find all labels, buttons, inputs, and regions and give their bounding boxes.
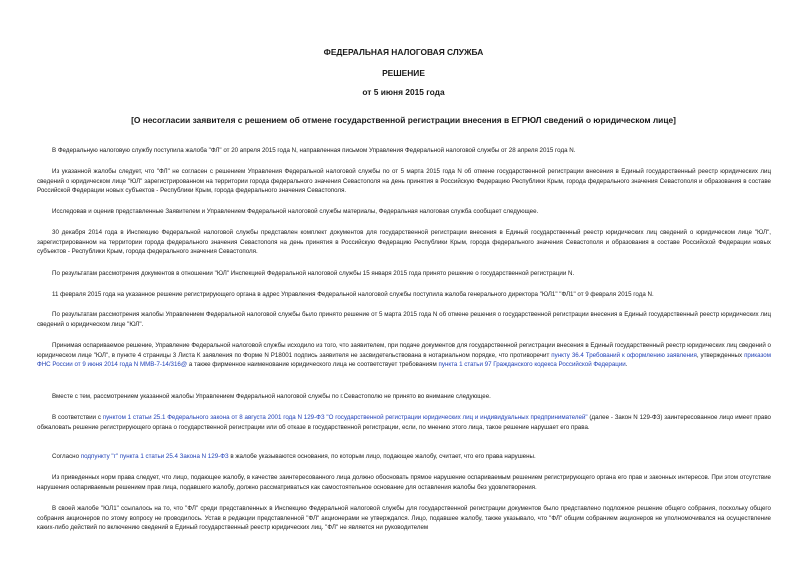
paragraph-2: Из указанной жалобы следует, что "ФЛ" не согласен с решением Управления Федеральной налоговой службы по от 5 марта 2015 года N об отмене государственной регистрации внесения в Единый государственный реестр юридических лиц сведений о юридическом лице "ЮЛ" зарегистрированном на территории города федерального значения Севастополя на день принятия в Российскую Федерацию Республики Крым, города федерального значения Севастополя и образования в составе Российской Федерации новых субъектов - Республики Крым, города федерального значения Севастополя. [37, 168, 771, 194]
paragraph-8-text-a: Принимая оспариваемое решение, Управление Федеральной налоговой службы исходило из того, что заявителем, при подаче документов для государственной регистрации внесения в Единый государственный реестр юридических лиц сведений о юридическом лице "ЮЛ", в пункте 4 страницы 3 Листа К заявления по Форме N Р18001 подпись заявителя не засвидетельствована в нотариальном порядке, что противоречит [37, 342, 771, 359]
document-date: от 5 июня 2015 года [362, 87, 445, 97]
link-requirements-36-4[interactable]: пункту 36.4 Требований к оформлению заявления [551, 351, 697, 359]
paragraph-8 [37, 341, 771, 370]
link-fns-order[interactable]: приказом ФНС России от 9 июня 2014 года N ММВ-7-14/316@ [37, 351, 771, 368]
paragraph-8-text-c: а также фирменное наименование юридического лица не соответствует требованиям [188, 361, 437, 368]
link-civil-code-97[interactable]: пункта 1 статьи 97 Гражданского кодекса Российской Федерации [438, 361, 626, 368]
paragraph-11-text-b: в жалобе указываются основания, по которым лицо, подающее жалобу, считает, что его права нарушены. [230, 453, 536, 460]
paragraph-6: 11 февраля 2015 года на указанное решение регистрирующего органа в адрес Управления Федеральной налоговой службы поступила жалоба генерального директора "ЮЛ1" "ФЛ1" от 9 февраля 2015 года N. [52, 291, 654, 298]
paragraph-13: В своей жалобе "ЮЛ1" ссылалось на то, что "ФЛ" среди представленных в Инспекцию Федеральной налоговой службы для государственной регистрации документов было представлено подложное решение общего собрания, поскольку общего собрания акционеров по этому вопросу не проводилось. Устав в редакции представленной "ФЛ" акционерами не утверждался. Лицо, подавшее жалобу, также указывало, что "ФЛ" общим собранием акционеров не уполномочивался на осуществление каких-либо действий по включению сведений в Единый государственный реестр юридических лиц. "ФЛ" не является ни руководителем [37, 505, 771, 531]
paragraph-8-text-b: , утвержденных [696, 351, 743, 359]
paragraph-4: 30 декабря 2014 года в Инспекцию Федеральной налоговой службы представлен комплект документов для государственной регистрации внесения в Единый государственный реестр юридических лиц сведений о юридическом лице "ЮЛ", зарегистрированном на территории города федерального значения Севастополя на день принятия в Российскую Федерацию Республики Крым, города федерального значения Севастополя и образования в составе Российской Федерации новых субъектов - Республики Крым, города федерального значения Севастополя. [37, 229, 771, 255]
paragraph-7: По результатам рассмотрения жалобы Управлением Федеральной налоговой службы было принято решение от 5 марта 2015 года N об отмене решения о государственной регистрации внесения в Единый государственный реестр юридических лиц сведений о юридическом лице "ЮЛ". [37, 311, 771, 328]
organization-title: ФЕДЕРАЛЬНАЯ НАЛОГОВАЯ СЛУЖБА [323, 47, 484, 57]
paragraph-11 [37, 452, 771, 462]
document-subject: [О несогласии заявителя с решением об отмене государственной регистрации внесения в ЕГРЮЛ сведений о юридическом лице] [131, 115, 676, 125]
paragraph-12: Из приведенных норм права следует, что лицо, подающее жалобу, в качестве заинтересованного лица должно обосновать прямое нарушение оспариваемым решением регистрирующего органа его прав и законных интересов. При этом отсутствие нарушения оспариваемым решением прав лица, подавшего жалобу, должно рассматриваться как самостоятельное основание для оставления жалобы без удовлетворения. [37, 474, 771, 491]
paragraph-10-text-b: (далее - Закон N 129-ФЗ) заинтересованное лицо имеет право обжаловать решение регистрирующего органа о государственной регистрации или об отказе в государственной регистрации, если, по мнению этого лица, такое решение нарушает его права. [37, 414, 771, 431]
paragraph-5: По результатам рассмотрения документов в отношении "ЮЛ" Инспекцией Федеральной налоговой службы 15 января 2015 года принято решение о государственной регистрации N. [52, 270, 575, 277]
paragraph-8-text-d: . [625, 361, 628, 368]
link-law-129-fz-25-1[interactable]: пунктом 1 статьи 25.1 Федерального закона от 8 августа 2001 года N 129-ФЗ "О государственной регистрации юридических лиц и индивидуальных предпринимателей" [102, 414, 588, 421]
document-type: РЕШЕНИЕ [382, 68, 425, 78]
paragraph-9: Вместе с тем, рассмотрением указанной жалобы Управлением Федеральной налоговой службы по г.Севастополю не принято во внимание следующее. [52, 393, 491, 400]
paragraph-10 [37, 413, 771, 432]
paragraph-3: Исследовав и оценив представленные Заявителем и Управлением Федеральной налоговой службы материалы, Федеральная налоговая служба сообщает следующее. [52, 208, 539, 215]
paragraph-1: В Федеральную налоговую службу поступила жалоба "ФЛ" от 20 апреля 2015 года N, направленная письмом Управления Федеральной налоговой службы от 28 апреля 2015 года N. [52, 147, 576, 154]
link-law-129-fz-25-4[interactable]: подпункту "г" пункта 1 статьи 25.4 Закона N 129-ФЗ [80, 453, 229, 460]
paragraph-10-text-a: В соответствии с [52, 414, 101, 421]
paragraph-11-text-a: Согласно [52, 453, 80, 460]
